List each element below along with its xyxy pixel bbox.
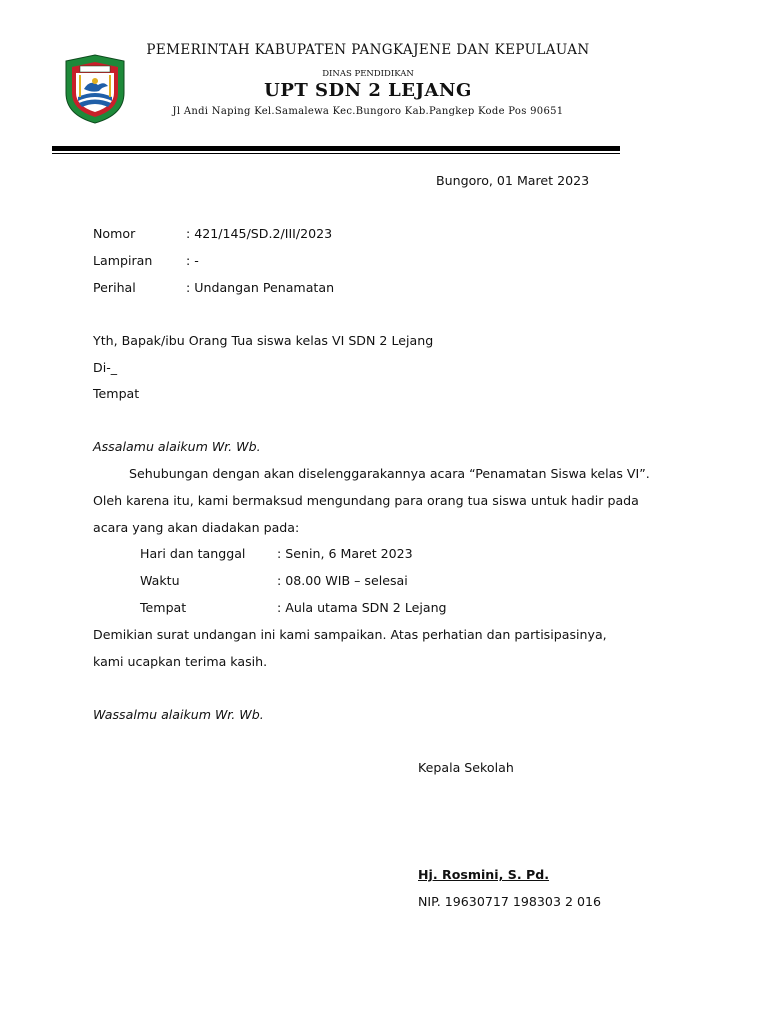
- body-line-1: Sehubungan dengan akan diselenggarakannya acara “Penamatan Siswa kelas VI”.: [129, 466, 650, 481]
- recipient-line: Yth, Bapak/ibu Orang Tua siswa kelas VI SDN 2 Lejang: [93, 333, 434, 348]
- event-value-date: : Senin, 6 Maret 2023: [277, 546, 413, 561]
- meta-label-nomor: Nomor: [93, 226, 136, 241]
- government-name: PEMERINTAH KABUPATEN PANGKAJENE DAN KEPULAUAN: [146, 42, 590, 58]
- event-label-time: Waktu: [140, 573, 180, 588]
- school-address: Jl Andi Naping Kel.Samalewa Kec.Bungoro Kab.Pangkep Kode Pos 90651: [172, 106, 564, 117]
- opening-greeting: Assalamu alaikum Wr. Wb.: [93, 439, 261, 454]
- recipient-place: Tempat: [93, 386, 140, 401]
- event-label-place: Tempat: [140, 600, 187, 615]
- event-label-date: Hari dan tanggal: [140, 546, 246, 561]
- letterhead-rule-thin: [52, 153, 620, 154]
- meta-value-nomor: : 421/145/SD.2/III/2023: [186, 226, 333, 241]
- body-line-2: Oleh karena itu, kami bermaksud mengundang para orang tua siswa untuk hadir pada: [93, 493, 639, 508]
- letterhead-rule: [52, 146, 620, 151]
- meta-value-perihal: : Undangan Penamatan: [186, 280, 335, 295]
- meta-value-lampiran: : -: [186, 253, 199, 268]
- event-value-time: : 08.00 WIB – selesai: [277, 573, 408, 588]
- meta-label-perihal: Perihal: [93, 280, 136, 295]
- closing-greeting: Wassalmu alaikum Wr. Wb.: [93, 707, 264, 722]
- recipient-di: Di-_: [93, 360, 118, 375]
- school-name: UPT SDN 2 LEJANG: [264, 80, 472, 101]
- signatory-name: Hj. Rosmini, S. Pd.: [418, 867, 550, 882]
- closing-line-1: Demikian surat undangan ini kami sampaikan. Atas perhatian dan partisipasinya,: [93, 627, 607, 642]
- closing-line-2: kami ucapkan terima kasih.: [93, 654, 268, 669]
- place-date: Bungoro, 01 Maret 2023: [436, 173, 590, 188]
- body-line-3: acara yang akan diadakan pada:: [93, 520, 300, 535]
- signatory-title: Kepala Sekolah: [418, 760, 514, 775]
- regency-crest-icon: [62, 53, 128, 125]
- department-name: DINAS PENDIDIKAN: [322, 69, 414, 79]
- event-value-place: : Aula utama SDN 2 Lejang: [277, 600, 447, 615]
- signatory-nip: NIP. 19630717 198303 2 016: [418, 894, 602, 909]
- meta-label-lampiran: Lampiran: [93, 253, 153, 268]
